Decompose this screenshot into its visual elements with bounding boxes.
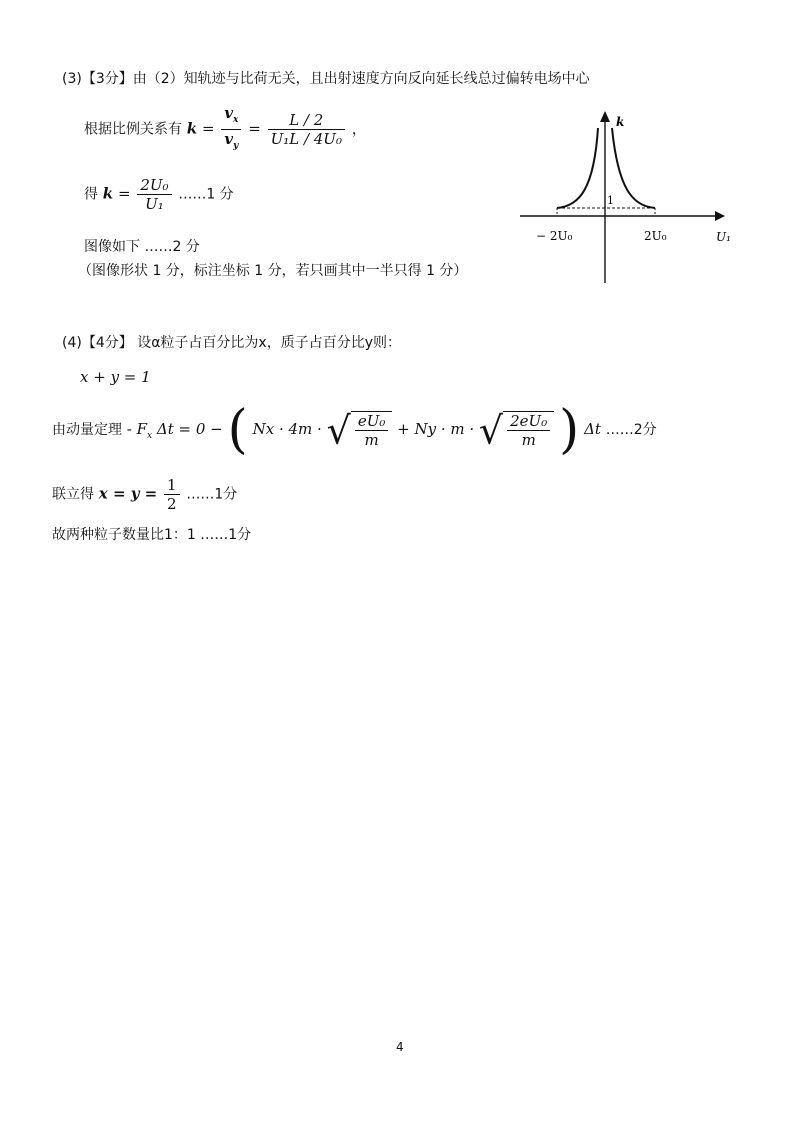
tick-neg-2u0: − 2U₀ (536, 229, 573, 243)
solution-score: ……1分 (186, 486, 238, 503)
u1-axis-label: U₁ (716, 230, 731, 244)
k-result-denominator: U₁ (145, 195, 164, 213)
comma: ， (351, 119, 367, 138)
k-axis-arrow-icon (600, 111, 610, 122)
sqrt-alpha-num: eU₀ (355, 412, 389, 431)
tick-pos-2u0: 2U₀ (644, 229, 667, 243)
ratio-conclusion: 故两种粒子数量比1：1 ……1分 (52, 527, 252, 543)
length-ratio-fraction (268, 111, 345, 148)
vx-symbol: v (224, 104, 234, 122)
delta-t-term: Δt = 0 − (156, 420, 223, 438)
ratio-prefix: 根据比例关系有 (84, 121, 182, 138)
sqrt-proton-den: m (521, 430, 536, 449)
right-curve (612, 128, 655, 208)
length-ratio-numerator: L / 2 (268, 111, 345, 130)
velocity-ratio-fraction (221, 104, 241, 155)
section3-result-line (84, 176, 234, 213)
vy-subscript: y (233, 141, 239, 151)
proton-term: + Ny · m · (397, 420, 475, 438)
vy-symbol: v (224, 130, 234, 148)
left-curve (557, 128, 598, 208)
length-ratio-denominator: U₁L / 4U₀ (270, 130, 342, 148)
solution-prefix: 联立得 (52, 486, 94, 503)
momentum-equation (52, 400, 657, 460)
half-den: 2 (167, 495, 177, 513)
equation-sum: x + y = 1 (80, 368, 151, 386)
sqrt-alpha-fraction (355, 412, 389, 449)
sqrt-proton-num: 2eU₀ (507, 412, 550, 431)
half-num: 1 (164, 476, 180, 495)
equals-sign-2: = (248, 119, 261, 138)
momentum-prefix: 由动量定理 (52, 422, 122, 438)
force-subscript: x (147, 431, 153, 441)
k-result-fraction (137, 176, 171, 213)
section3-ratio-line (84, 104, 367, 155)
vx-subscript: x (233, 115, 239, 125)
page-number: 4 (396, 1040, 404, 1054)
right-paren: ) (559, 400, 580, 460)
half-fraction (164, 476, 180, 513)
level-label: 1 (607, 194, 614, 207)
k-result-numerator: 2U₀ (137, 176, 171, 195)
u1-axis-arrow-icon (715, 211, 725, 221)
delta-t-tail: Δt (584, 420, 601, 438)
momentum-score: ……2分 (605, 422, 657, 438)
solution-expr: x = y = (98, 484, 158, 503)
k-symbol: k (186, 119, 198, 138)
sqrt-icon-2: √ (478, 408, 504, 453)
alpha-term: Nx · 4m · (252, 420, 322, 438)
sqrt-alpha-den: m (364, 430, 379, 449)
sqrt-proton (478, 408, 554, 453)
k-symbol-2: k (102, 184, 114, 203)
result-prefix: 得 (84, 186, 98, 203)
k-vs-u1-graph (510, 108, 750, 288)
solution-line (52, 476, 237, 513)
force-term: - F (126, 420, 148, 438)
sqrt-icon: √ (326, 408, 351, 453)
section4-header: (4)【4分】 设α粒子占百分比为x，质子占百分比y则： (62, 335, 401, 351)
equals-sign: = (201, 119, 215, 138)
graph-scoring-note: （图像形状 1 分，标注坐标 1 分，若只画其中一半只得 1 分） (78, 263, 468, 279)
left-paren: ( (227, 400, 248, 460)
sqrt-proton-fraction (507, 412, 550, 449)
graph-caption: 图像如下 ……2 分 (84, 239, 200, 255)
k-axis-label: k (616, 115, 625, 129)
equals-sign-3: = (117, 184, 131, 203)
result-score: ……1 分 (178, 186, 234, 203)
sqrt-alpha (326, 408, 393, 453)
section3-header: (3)【3分】由（2）知轨迹与比荷无关，且出射速度方向反向延长线总过偏转电场中心 (62, 71, 590, 87)
